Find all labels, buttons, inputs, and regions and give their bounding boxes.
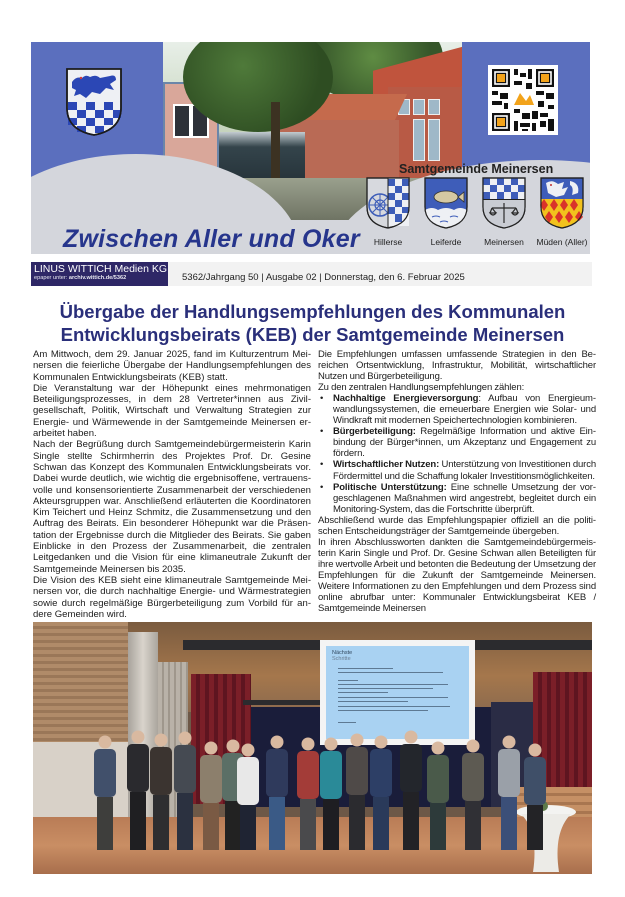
newspaper-title: Zwischen Aller und Oker bbox=[63, 225, 360, 253]
article-column-left bbox=[33, 349, 311, 620]
person-silhouette bbox=[237, 744, 259, 851]
person-silhouette bbox=[320, 738, 342, 851]
screen-title: Nächste bbox=[332, 650, 353, 656]
list-item-term: Politische Unterstützung: bbox=[333, 481, 447, 493]
publisher-name: LINUS WITTICH Medien KG bbox=[34, 263, 168, 275]
headline-line-2: Entwicklungsbeirats (KEB) der Samtgemeinde Meinersen bbox=[60, 324, 565, 345]
person-silhouette bbox=[150, 734, 172, 851]
qr-code-icon[interactable] bbox=[488, 65, 558, 135]
epaper-note bbox=[34, 275, 126, 281]
list-item-term: Wirtschaftlicher Nutzen: bbox=[333, 459, 440, 471]
crest-label-leiferde: Leiferde bbox=[430, 237, 462, 247]
leiferde-crest-icon bbox=[424, 177, 468, 229]
bullet-icon: • bbox=[320, 393, 324, 405]
headline-line-1: Übergabe der Handlungsempfehlungen des Kommunalen bbox=[59, 301, 566, 322]
paragraph: Nach der Begrüßung durch Samtgemeindebürgermeisterin Karin Single stellte Schirmherrin des Projektes Prof. Dr. Gesine Schwan das Konzept des Kommunalen Entwicklungsbeirats vor. Dabei wurde deutlich, wie wichtig die ergebnisoffene, vertrauensvolle und konsensorientierte Zusammenarbeit der verschiedenen Akteursgruppen war. Anschließend erläuterten die Koordinatoren Kim Teichert und Heinz Schmitz, die Zusammensetzung und den Auftrag des Beirats. Ein besonderer Höhepunkt war die Präsentation der Ergebnisse durch die Mitglieder des Beirats. Sie gaben Einblicke in den Prozess der Zusammenarbeit, die zentralen Leitgedanken und die Vision für eine klimaneutrale Zukunft der Samtgemeinde Meinersen bis 2035. bbox=[33, 439, 311, 575]
bullet-icon: • bbox=[320, 459, 324, 471]
person-silhouette bbox=[427, 742, 449, 851]
person-silhouette bbox=[94, 736, 116, 851]
epaper-link[interactable]: archiv.wittich.de/5362 bbox=[68, 275, 127, 281]
list-item-text: Unterstützung von Investitionen durch Fördermittel und die Schaffung lokaler Investitionsmöglichkeiten. bbox=[333, 459, 596, 482]
list-item-term: Nachhaltige Energieversorgung bbox=[333, 393, 479, 405]
paragraph: Abschließend wurde das Empfehlungspapier offiziell an die politischen Entscheidungsträger der Samtgemeinde übergeben. bbox=[318, 514, 596, 537]
list-item-term: Bürgerbeteiligung: bbox=[333, 426, 416, 438]
list-item-text: Eine schnelle Umsetzung der vorgeschlagenen Maßnahmen wird angestrebt, begleitet durch ein Monitoring-System, das die Fortschritte überprüft. bbox=[333, 481, 596, 515]
publisher-box bbox=[31, 262, 168, 286]
issue-line: 5362/Jahrgang 50 | Ausgabe 02 | Donnerstag, den 6. Februar 2025 bbox=[182, 272, 465, 283]
person-silhouette bbox=[400, 731, 422, 851]
bullet-icon: • bbox=[320, 481, 324, 493]
crest-label-mueden-aller: Müden (Aller) bbox=[536, 237, 588, 247]
list-item-text: : Aufbau von Energieumwandlungssystemen, die erneuerbare Energien wie Solar- und Windkraft mit modernen Speichertechnologien kombinieren. bbox=[333, 393, 596, 427]
paragraph: In ihren Abschlussworten dankten die Samtgemeindebürgermeisterin Karin Single und Prof. Dr. Gesine Schwan allen Beteiligten für ihre wertvolle Arbeit und betonten die Bedeutung der Umsetzung der Empfehlungen für die Zukunft der Samtgemeinde Meinersen. Weitere Informationen zu den Empfehlungen und dem Prozess sind online abrufbar unter: Kommunaler Entwicklungsbeirat KEB / Samtgemeinde Meinersen bbox=[318, 536, 596, 615]
list-item bbox=[318, 459, 596, 481]
article-column-right bbox=[318, 349, 596, 614]
person-silhouette bbox=[462, 740, 484, 851]
screen-subtitle: Schritte bbox=[332, 656, 351, 662]
paragraph: Zu den zentralen Handlungsempfehlungen zählen: bbox=[318, 382, 525, 394]
meinersen-crest-icon bbox=[482, 177, 526, 229]
paragraph: Die Vision des KEB sieht eine klimaneutrale Samtgemeinde Meinersen vor, die durch nachhaltige Energie- und Wärmestrategien sowie durch regelmäßige Bürgerbeteiligung zum Vorbild für andere Gemeinden wird. bbox=[33, 574, 311, 620]
person-silhouette bbox=[266, 736, 288, 851]
list-item-text: Regelmäßige Information und aktive Einbindung der Bürger*innen, um Akzeptanz und Engagement zu fördern. bbox=[333, 426, 596, 460]
crest-label-meinersen: Meinersen bbox=[484, 237, 524, 247]
person-silhouette bbox=[346, 734, 368, 851]
paragraph: Am Mittwoch, dem 29. Januar 2025, fand im Kulturzentrum Meinersen die feierliche Übergabe der Handlungsempfehlungen des Kommunalen Entwicklungsbeirats (KEB) statt. bbox=[33, 349, 311, 383]
recommendations-list bbox=[318, 393, 596, 515]
person-silhouette bbox=[370, 736, 392, 851]
person-silhouette bbox=[498, 736, 520, 851]
masthead-banner bbox=[31, 42, 590, 254]
paragraph: Die Veranstaltung war der Höhepunkt eines mehrmonatigen Beteiligungsprozesses, in dem 28 Vertreter*innen aus Zivilgesellschaft, Politik, Wirtschaft und Verwaltung Strategien zur Energie- und Wärmewende in der Samtgemeinde Meinersen erarbeitet haben. bbox=[33, 382, 311, 440]
hillerse-crest-icon bbox=[366, 177, 410, 229]
person-silhouette bbox=[297, 738, 319, 851]
event-group-photo bbox=[33, 622, 592, 874]
person-silhouette bbox=[524, 744, 546, 851]
list-item bbox=[318, 393, 596, 426]
article-headline bbox=[40, 300, 585, 346]
crest-label-hillerse: Hillerse bbox=[373, 237, 403, 247]
group-of-people bbox=[33, 622, 592, 874]
person-silhouette bbox=[127, 731, 149, 851]
meinersen-coat-of-arms-icon bbox=[66, 68, 122, 136]
issue-info-strip bbox=[31, 262, 592, 286]
person-silhouette bbox=[200, 742, 222, 851]
bullet-icon: • bbox=[320, 426, 324, 438]
paragraph: Die Empfehlungen umfassen umfassende Strategien in den Bereichen Ortsentwicklung, Infrastruktur, Mobilität, wirtschaftlicher Nutzen und Bürgerbeteiligung. bbox=[318, 349, 596, 383]
person-silhouette bbox=[174, 732, 196, 851]
epaper-prefix: epaper unter: bbox=[34, 275, 69, 281]
mueden-aller-crest-icon bbox=[540, 177, 584, 229]
list-item bbox=[318, 426, 596, 459]
list-item bbox=[318, 482, 596, 515]
region-label: Samtgemeinde Meinersen bbox=[399, 162, 554, 176]
